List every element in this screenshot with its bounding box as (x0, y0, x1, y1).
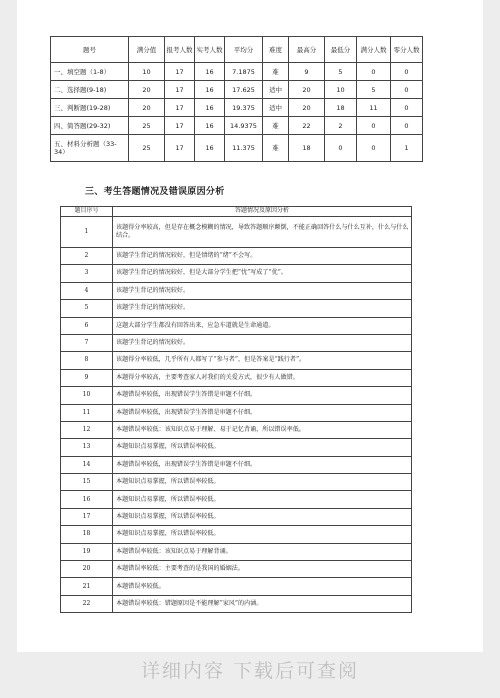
table-cell: 适中 (263, 81, 289, 99)
summary-header-row (51, 37, 423, 63)
table-row (61, 508, 412, 525)
table-cell: 5 (357, 81, 391, 99)
question-number: 8 (61, 352, 113, 369)
question-number: 10 (61, 387, 113, 404)
table-cell: 一、填空题（1-8） (51, 63, 129, 81)
table-row (61, 248, 412, 265)
question-number: 12 (61, 421, 113, 438)
table-cell: 0 (391, 63, 423, 81)
table-cell: 五、材料分析题（33-34） (51, 135, 129, 162)
table-cell: 17 (165, 81, 195, 99)
table-cell: 10 (129, 63, 165, 81)
table-row (61, 456, 412, 473)
table-row (61, 300, 412, 317)
analysis-text: 本题得分率较高，主要考查家人对我们的关爱方式，很少有人做错。 (113, 369, 412, 386)
table-row (51, 99, 423, 117)
analysis-text: 本题知识点易掌握，所以错误率较低。 (113, 526, 412, 543)
table-row (61, 352, 412, 369)
table-cell: 三、判断题(19-28) (51, 99, 129, 117)
table-cell: 0 (357, 117, 391, 135)
table-row (51, 117, 423, 135)
table-row (61, 578, 412, 595)
table-row (61, 491, 412, 508)
summary-header-cell: 最低分 (325, 37, 357, 63)
table-row (61, 369, 412, 386)
table-cell: 适中 (263, 99, 289, 117)
table-cell: 20 (129, 99, 165, 117)
analysis-text: 该题得分率较低，几乎所有人都写了“参与者”，但是答案是“践行者”。 (113, 352, 412, 369)
table-row (51, 81, 423, 99)
table-cell: 17.625 (225, 81, 263, 99)
summary-header-cell: 最高分 (289, 37, 325, 63)
table-cell: 25 (129, 117, 165, 135)
question-number: 5 (61, 300, 113, 317)
table-cell: 16 (195, 81, 225, 99)
analysis-text: 本题错误率较低，出现错误学生答错是审题不仔细。 (113, 404, 412, 421)
question-number: 11 (61, 404, 113, 421)
table-cell: 0 (391, 117, 423, 135)
table-row (61, 526, 412, 543)
question-number: 16 (61, 491, 113, 508)
table-cell: 18 (289, 135, 325, 162)
table-cell: 17 (165, 135, 195, 162)
analysis-text: 本题错误率较低：该知识点易于理解、易于记忆背诵，所以错误率低。 (113, 421, 412, 438)
table-cell: 20 (129, 81, 165, 99)
analysis-text: 该题得分率较高，但是存在概念模糊的情况，导致答题顺序颠倒，不能正确回答什么与什么互补，什么与什么结合。 (113, 217, 412, 248)
question-number: 2 (61, 248, 113, 265)
analysis-text: 本题错误率较低。 (113, 578, 412, 595)
analysis-text: 该题学生背记的情况较好，但是情绪的“绪”不会写。 (113, 248, 412, 265)
summary-header-cell: 报考人数 (165, 37, 195, 63)
analysis-text: 本题知识点易掌握，所以错误率较低。 (113, 508, 412, 525)
table-cell: 四、简答题(29-32) (51, 117, 129, 135)
question-number: 17 (61, 508, 113, 525)
summary-header-cell: 平均分 (225, 37, 263, 63)
analysis-text: 本题知识点易掌握，所以错误率较低。 (113, 474, 412, 491)
table-cell: 11.375 (225, 135, 263, 162)
analysis-text: 该题学生背记的情况较好，但是大部分学生把“忧”写成了“优”。 (113, 265, 412, 282)
table-cell: 20 (289, 99, 325, 117)
question-number: 7 (61, 334, 113, 351)
table-cell: 0 (357, 63, 391, 81)
table-cell: 25 (129, 135, 165, 162)
summary-header-cell: 零分人数 (391, 37, 423, 63)
table-cell: 17 (165, 63, 195, 81)
table-row (61, 421, 412, 438)
analysis-text: 这题大部分学生都没有回答出来，应急车道就是生命通道。 (113, 317, 412, 334)
summary-header-cell: 题号 (51, 37, 129, 63)
table-row (61, 543, 412, 560)
table-row (61, 595, 412, 612)
table-cell: 二、选择题(9-18) (51, 81, 129, 99)
table-cell: 7.1875 (225, 63, 263, 81)
question-number: 19 (61, 543, 113, 560)
table-cell: 难 (263, 63, 289, 81)
summary-header-cell: 满分值 (129, 37, 165, 63)
table-cell: 17 (165, 99, 195, 117)
section-title: 三、考生答题情况及错误原因分析 (85, 187, 225, 197)
table-cell: 0 (357, 135, 391, 162)
table-row (61, 439, 412, 456)
table-row (61, 334, 412, 351)
analysis-table (60, 206, 412, 613)
analysis-header-cell: 题目序号 (61, 207, 113, 217)
table-cell: 17 (165, 117, 195, 135)
table-row (61, 404, 412, 421)
score-summary-table (50, 36, 423, 162)
question-number: 13 (61, 439, 113, 456)
analysis-text: 本题知识点易掌握，所以错误率较低。 (113, 491, 412, 508)
table-cell: 16 (195, 135, 225, 162)
table-cell: 20 (289, 81, 325, 99)
analysis-text: 本题错误率较低：该知识点易于理解背诵。 (113, 543, 412, 560)
question-number: 1 (61, 217, 113, 248)
table-cell: 2 (325, 117, 357, 135)
analysis-text: 该题学生背记的情况较好。 (113, 300, 412, 317)
table-cell: 11 (357, 99, 391, 117)
analysis-text: 本题错误率较低，出现错误学生答错是审题不仔细。 (113, 387, 412, 404)
question-number: 9 (61, 369, 113, 386)
table-row (61, 317, 412, 334)
table-cell: 10 (325, 81, 357, 99)
table-row (61, 265, 412, 282)
summary-header-cell: 满分人数 (357, 37, 391, 63)
download-prompt[interactable]: 详细内容 下载后可查阅 (140, 660, 360, 682)
table-cell: 难 (263, 117, 289, 135)
table-cell: 9 (289, 63, 325, 81)
table-cell: 22 (289, 117, 325, 135)
table-cell: 16 (195, 99, 225, 117)
table-row (61, 217, 412, 248)
table-cell: 19.375 (225, 99, 263, 117)
question-number: 4 (61, 282, 113, 299)
table-cell: 难 (263, 135, 289, 162)
table-row (51, 135, 423, 162)
table-cell: 0 (325, 135, 357, 162)
table-cell: 14.9375 (225, 117, 263, 135)
table-row (51, 63, 423, 81)
question-number: 15 (61, 474, 113, 491)
analysis-header-cell: 答题情况及原因分析 (113, 207, 412, 217)
analysis-text: 本题错误率较低：错题原因是不能理解“家风”的内涵。 (113, 595, 412, 612)
table-cell: 16 (195, 63, 225, 81)
question-number: 20 (61, 561, 113, 578)
table-row (61, 474, 412, 491)
question-number: 18 (61, 526, 113, 543)
question-number: 21 (61, 578, 113, 595)
analysis-text: 本题错误率较低：主要考查的是我国的婚姻法。 (113, 561, 412, 578)
table-row (61, 561, 412, 578)
summary-header-cell: 难度 (263, 37, 289, 63)
analysis-header-row (61, 207, 412, 217)
question-number: 22 (61, 595, 113, 612)
analysis-text: 本题知识点易掌握，所以错误率较低。 (113, 439, 412, 456)
table-cell: 18 (325, 99, 357, 117)
table-cell: 16 (195, 117, 225, 135)
question-number: 3 (61, 265, 113, 282)
table-cell: 1 (391, 135, 423, 162)
summary-header-cell: 实考人数 (195, 37, 225, 63)
question-number: 14 (61, 456, 113, 473)
table-cell: 0 (391, 81, 423, 99)
question-number: 6 (61, 317, 113, 334)
table-row (61, 387, 412, 404)
table-cell: 5 (325, 63, 357, 81)
analysis-text: 本题错误率较低，出现错误学生答错是审题不仔细。 (113, 456, 412, 473)
analysis-text: 该题学生背记的情况较好。 (113, 334, 412, 351)
table-row (61, 282, 412, 299)
table-cell: 0 (391, 99, 423, 117)
analysis-text: 该题学生背记的情况较好。 (113, 282, 412, 299)
